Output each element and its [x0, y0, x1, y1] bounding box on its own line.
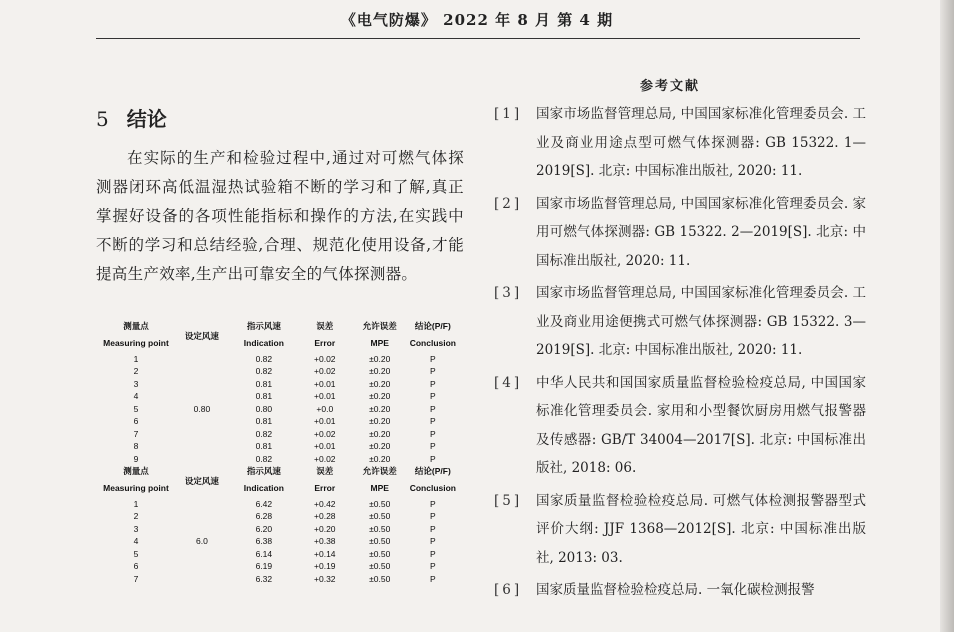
- table-row: [96, 523, 456, 536]
- table-header-cell: 设定风速: [184, 331, 219, 341]
- conclusion-cell: P: [430, 561, 436, 571]
- table-header-cell: 指示风速: [246, 321, 281, 331]
- measuring-point-cell: 7: [133, 428, 139, 439]
- reference-item: [494, 576, 866, 605]
- table-row: [96, 548, 456, 561]
- mpe-cell: ±0.20: [369, 416, 391, 426]
- table-row: [96, 453, 456, 466]
- table-header-cell: 允许误差: [362, 321, 397, 331]
- table-header-cell: 指示风速: [246, 466, 281, 476]
- measuring-point-cell: 4: [133, 391, 139, 401]
- mpe-cell: ±0.50: [369, 498, 391, 509]
- indication-cell: 0.81: [255, 378, 273, 389]
- indication-cell: 0.81: [255, 391, 273, 401]
- table-header-cell-en: Measuring point: [103, 337, 169, 348]
- conclusion-cell: P: [430, 428, 436, 439]
- table-header-cell-en: Error: [314, 337, 336, 348]
- measuring-point-cell: 9: [133, 453, 139, 464]
- reference-number: [4]: [494, 374, 523, 391]
- indication-cell: 6.38: [255, 536, 273, 546]
- conclusion-cell: P: [430, 391, 436, 401]
- error-cell: +0.28: [314, 511, 336, 521]
- table-row: [96, 428, 456, 441]
- reference-text: 国家质量监督检验检疫总局. 可燃气体检测报警器型式评价大纲: JJF 1368—2012[S]. 北京: 中国标准出版社, 2013: 03.: [536, 492, 866, 566]
- error-cell: +0.02: [314, 353, 336, 364]
- indication-cell: 0.80: [255, 403, 273, 414]
- conclusion-cell: P: [430, 511, 436, 521]
- table-header-cell-en: Error: [314, 482, 336, 493]
- measuring-point-cell: 3: [133, 378, 139, 389]
- reference-number: [2]: [494, 195, 523, 212]
- table-row: [96, 390, 456, 403]
- measuring-point-cell: 2: [133, 366, 139, 376]
- conclusion-cell: P: [430, 573, 436, 584]
- reference-text: 国家市场监督管理总局, 中国国家标准化管理委员会. 家用可燃气体探测器: GB 15322. 2—2019[S]. 北京: 中国标准出版社, 2020: 11.: [536, 195, 866, 269]
- conclusion-cell: P: [430, 536, 436, 546]
- conclusion-cell: P: [430, 403, 436, 414]
- measuring-point-cell: 2: [133, 511, 139, 521]
- mpe-cell: ±0.20: [369, 391, 391, 401]
- table-row: [96, 498, 456, 511]
- measuring-point-cell: 6: [133, 416, 139, 426]
- table-row: [96, 573, 456, 586]
- mpe-cell: ±0.50: [369, 561, 391, 571]
- conclusion-paragraph: 在实际的生产和检验过程中,通过对可燃气体探测器闭环高低温湿热试验箱不断的学习和了解,真正掌握好设备的各项性能指标和操作的方法,在实践中不断的学习和总结经验,合理、规范化使用设备,才能提高生产效率,生产出可靠安全的气体探测器。: [96, 149, 464, 283]
- references-title: 参考文献: [639, 79, 700, 94]
- indication-cell: 6.19: [255, 561, 273, 571]
- setting-speed-cell: 6.0: [195, 536, 208, 546]
- table-header-cell-en: Conclusion: [409, 482, 456, 493]
- measuring-point-cell: 5: [133, 403, 139, 414]
- measurement-table: [96, 320, 456, 585]
- table-header-row-en: [96, 333, 456, 353]
- reference-number: [5]: [494, 492, 523, 509]
- conclusion-cell: P: [430, 416, 436, 426]
- table-header-cell: 测量点: [123, 466, 149, 476]
- table-header-cell: 设定风速: [184, 476, 219, 486]
- mpe-cell: ±0.20: [369, 441, 391, 451]
- error-cell: +0.01: [314, 391, 336, 401]
- indication-cell: 6.28: [255, 511, 273, 521]
- reference-text: 国家市场监督管理总局, 中国国家标准化管理委员会. 工业及商业用途点型可燃气体探测器: GB 15322. 1—2019[S]. 北京: 中国标准出版社, 2020: 11.: [536, 106, 866, 179]
- table-header-cell-en: Indication: [243, 482, 284, 493]
- mpe-cell: ±0.20: [369, 366, 391, 376]
- error-cell: +0.32: [314, 573, 336, 584]
- mpe-cell: ±0.50: [369, 511, 391, 521]
- measuring-point-cell: 4: [133, 536, 139, 546]
- table-row: [96, 365, 456, 378]
- journal-header: 《电气防爆》 2022 年 8 月 第 4 期: [340, 11, 614, 29]
- indication-cell: 0.82: [255, 453, 273, 464]
- indication-cell: 0.81: [255, 416, 273, 426]
- reference-number: [3]: [494, 285, 523, 301]
- table-header-cell: 结论(P/F): [414, 466, 451, 476]
- error-cell: +0.0: [316, 403, 334, 414]
- indication-cell: 0.82: [255, 353, 273, 364]
- table-row: [96, 415, 456, 428]
- conclusion-cell: P: [430, 498, 436, 509]
- table-header-cell: 测量点: [123, 321, 149, 331]
- reference-item: [494, 279, 866, 365]
- error-cell: +0.02: [314, 366, 336, 376]
- reference-item: [494, 369, 866, 483]
- error-cell: +0.01: [314, 441, 336, 451]
- table-header-cell: 结论(P/F): [414, 321, 451, 331]
- indication-cell: 0.81: [255, 441, 273, 451]
- mpe-cell: ±0.20: [369, 403, 391, 414]
- table-header-cell: 误差: [316, 321, 334, 331]
- mpe-cell: ±0.50: [369, 523, 391, 534]
- measuring-point-cell: 5: [133, 548, 139, 559]
- table-header-cell-en: Indication: [243, 337, 284, 348]
- reference-text: 国家市场监督管理总局, 中国国家标准化管理委员会. 工业及商业用途便携式可燃气体探测器: GB 15322. 3—2019[S]. 北京: 中国标准出版社, 2020: 11.: [536, 285, 866, 358]
- table-row: [96, 535, 456, 548]
- table-row: [96, 510, 456, 523]
- mpe-cell: ±0.50: [369, 536, 391, 546]
- table-row: [96, 440, 456, 453]
- table-header-row: [96, 465, 456, 478]
- reference-text: 中华人民共和国国家质量监督检验检疫总局, 中国国家标准化管理委员会. 家用和小型餐饮厨房用燃气报警器及传感器: GB/T 34004—2017[S]. 北京: 中国标准出版社, 2018: 06.: [536, 374, 866, 476]
- table-header-row: [96, 320, 456, 333]
- error-cell: +0.02: [314, 428, 336, 439]
- reference-item: [494, 190, 866, 276]
- mpe-cell: ±0.20: [369, 453, 391, 464]
- references-list: [494, 100, 866, 609]
- mpe-cell: ±0.20: [369, 428, 391, 439]
- conclusion-cell: P: [430, 378, 436, 389]
- error-cell: +0.01: [314, 416, 336, 426]
- measuring-point-cell: 1: [133, 353, 139, 364]
- mpe-cell: ±0.50: [369, 548, 391, 559]
- indication-cell: 0.82: [255, 428, 273, 439]
- indication-cell: 6.32: [255, 573, 273, 584]
- table-header-cell-en: MPE: [370, 482, 389, 493]
- table-row: [96, 403, 456, 416]
- reference-number: [1]: [494, 106, 523, 122]
- page-edge-shadow: [940, 0, 954, 632]
- table-header-row-en: [96, 478, 456, 498]
- conclusion-cell: P: [430, 453, 436, 464]
- indication-cell: 0.82: [255, 366, 273, 376]
- reference-text: 国家质量监督检验检疫总局. 一氧化碳检测报警: [536, 582, 815, 598]
- table-header-cell-en: MPE: [370, 337, 389, 348]
- indication-cell: 6.20: [255, 523, 273, 534]
- table-row: [96, 353, 456, 366]
- table-header-cell-en: Measuring point: [103, 482, 169, 493]
- error-cell: +0.01: [314, 378, 336, 389]
- error-cell: +0.14: [314, 548, 336, 559]
- error-cell: +0.20: [314, 523, 336, 534]
- measuring-point-cell: 3: [133, 523, 139, 534]
- table-header-cell-en: Conclusion: [409, 337, 456, 348]
- conclusion-cell: P: [430, 353, 436, 364]
- table-row: [96, 378, 456, 391]
- section-title: 结论: [126, 107, 167, 131]
- table-row: [96, 560, 456, 573]
- indication-cell: 6.42: [255, 498, 273, 509]
- table-header-cell: 误差: [316, 466, 334, 476]
- reference-number: [6]: [494, 582, 523, 598]
- section-heading: [96, 103, 167, 132]
- conclusion-cell: P: [430, 366, 436, 376]
- mpe-cell: ±0.20: [369, 353, 391, 364]
- reference-item: [494, 100, 866, 186]
- conclusion-cell: P: [430, 548, 436, 559]
- measuring-point-cell: 7: [133, 573, 139, 584]
- section-number: 5: [96, 107, 109, 131]
- conclusion-cell: P: [430, 441, 436, 451]
- reference-item: [494, 487, 866, 573]
- table-header-cell: 允许误差: [362, 466, 397, 476]
- header-rule: [96, 38, 860, 39]
- measuring-point-cell: 1: [133, 498, 139, 509]
- error-cell: +0.19: [314, 561, 336, 571]
- mpe-cell: ±0.50: [369, 573, 391, 584]
- measuring-point-cell: 6: [133, 561, 139, 571]
- mpe-cell: ±0.20: [369, 378, 391, 389]
- conclusion-cell: P: [430, 523, 436, 534]
- error-cell: +0.38: [314, 536, 336, 546]
- indication-cell: 6.14: [255, 548, 273, 559]
- measuring-point-cell: 8: [133, 441, 139, 451]
- error-cell: +0.42: [314, 498, 336, 509]
- error-cell: +0.02: [314, 453, 336, 464]
- setting-speed-cell: 0.80: [193, 403, 211, 414]
